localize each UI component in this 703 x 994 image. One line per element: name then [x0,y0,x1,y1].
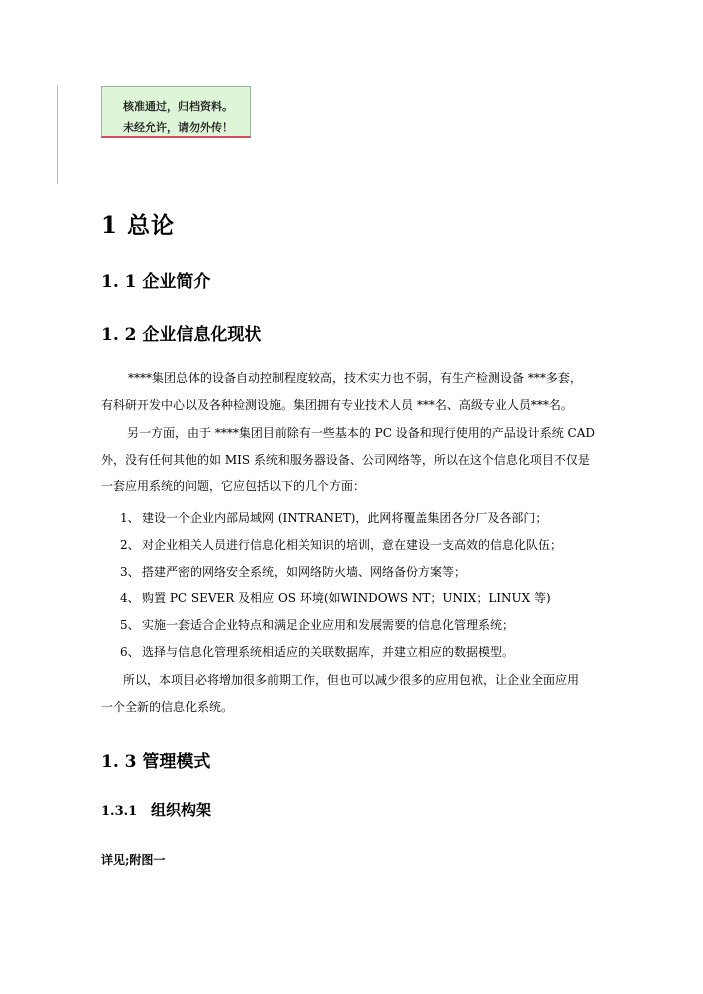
section-heading-1-3: 1. 3 管理模式 [101,752,211,772]
list-item-number: 2、 [120,537,140,552]
paragraph-line: 一套应用系统的问题，它应包括以下的几个方面： [101,479,366,493]
list-item [120,532,562,559]
list-item-text: 购置 PC SEVER 及相应 OS 环境(如WINDOWS NT；UNIX；LINUX 等) [142,591,551,606]
subsection-number: 1.3.1 [101,804,138,819]
list-item [120,612,562,639]
stamp-line-2: 未经允许，请勿外传！ [123,121,233,134]
paragraph-line: 一个全新的信息化系统。 [101,699,234,714]
list-item-number: 5、 [120,618,140,633]
paragraph-line: 所以，本项目必将增加很多前期工作，但也可以减少很多的应用包袱，让企业全面应用 [123,673,580,687]
list-item-text: 搭建严密的网络安全系统，如网络防火墙、网络备份方案等； [142,564,467,579]
list-item [120,559,562,586]
section-heading-1-2: 1. 2 企业信息化现状 [101,325,262,345]
list-item-number: 4、 [120,591,140,606]
paragraph-conclusion [101,667,621,720]
list-item-text: 选择与信息化管理系统相适应的关联数据库，并建立相应的数据模型。 [142,644,515,659]
margin-guide-line [57,86,58,184]
list-item-number: 1、 [120,511,140,525]
list-item [120,639,562,666]
section-heading-1-1: 1. 1 企业简介 [101,272,211,292]
appendix-reference: 详见;附图一 [101,853,166,867]
list-item-text: 实施一套适合企业特点和满足企业应用和发展需要的信息化管理系统； [142,618,515,633]
list-item-number: 6、 [120,644,140,659]
list-item-text: 对企业相关人员进行信息化相关知识的培训，意在建设一支高效的信息化队伍； [142,537,563,552]
list-item-text: 建设一个企业内部局域网 (INTRANET)，此网将覆盖集团各分厂及各部门； [142,511,548,525]
list-item [120,505,562,532]
subsection-heading-1-3-1 [101,799,211,820]
chapter-heading: 1 总论 [101,212,176,239]
paragraph-other-aspect [101,420,621,500]
approval-stamp [101,86,251,138]
subsection-title: 组织构架 [151,801,212,819]
list-item [120,585,562,612]
paragraph-line: ****集团总体的设备自动控制程度较高，技术实力也不弱，有生产检测设备 ***多套， [128,371,582,385]
list-item-number: 3、 [120,564,140,579]
paragraph-status [101,365,621,418]
paragraph-line: 外，没有任何其他的如 MIS 系统和服务器设备、公司网络等，所以在这个信息化项目不仅是 [101,452,590,467]
paragraph-line: 有科研开发中心以及各种检测设施。集团拥有专业技术人员 ***名、高级专业人员***名。 [101,397,573,412]
stamp-line-1: 核准通过，归档资料。 [123,100,233,113]
paragraph-line: 另一方面，由于 ****集团目前除有一些基本的 PC 设备和现行使用的产品设计系统 CAD [127,426,595,440]
aspects-list [120,505,562,666]
